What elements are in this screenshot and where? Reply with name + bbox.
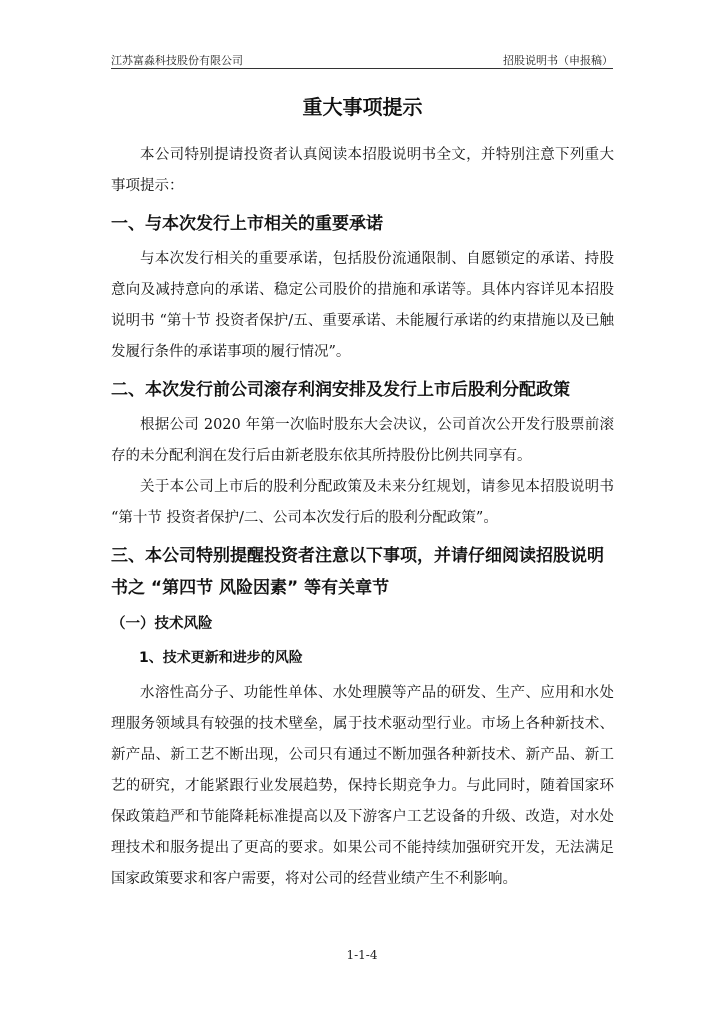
section-paragraph: 根据公司 2020 年第一次临时股东大会决议，公司首次公开发行股票前滚存的未分配利润在发行后由新老股东依其所持股份比例共同享有。	[111, 417, 614, 464]
section-heading: 二、本次发行前公司滚存利润安排及发行上市后股利分配政策	[111, 380, 570, 400]
item-heading: 1、技术更新和进步的风险	[139, 650, 303, 666]
section-paragraph: 关于本公司上市后的股利分配政策及未来分红规划，请参见本招股说明书 “第十节 投资者保护/二、公司本次发行后的股利分配政策”。	[111, 479, 614, 526]
page-title: 重大事项提示	[302, 95, 423, 119]
page-header	[111, 48, 613, 69]
header-company-name: 江苏富淼科技股份有限公司	[111, 54, 243, 67]
section-heading: 一、与本次发行上市相关的重要承诺	[111, 214, 383, 234]
intro-paragraph: 本公司特别提请投资者认真阅读本招股说明书全文，并特别注意下列重大事项提示：	[111, 147, 614, 194]
header-document-type: 招股说明书（申报稿）	[503, 54, 613, 67]
document-body	[111, 92, 614, 895]
page-number: 1-1-4	[346, 948, 378, 962]
section-heading: 三、本公司特别提醒投资者注意以下事项，并请仔细阅读招股说明书之 “第四节 风险因素” 等有关章节	[111, 546, 604, 598]
subsection-heading: （一）技术风险	[111, 616, 213, 632]
section-paragraph: 水溶性高分子、功能性单体、水处理膜等产品的研发、生产、应用和水处理服务领域具有较强的技术壁垒，属于技术驱动型行业。市场上各种新技术、新产品、新工艺不断出现，公司只有通过不断加强各种新技术、新产品、新工艺的研究，才能紧跟行业发展趋势，保持长期竞争力。与此同时，随着国家环保政策趋严和节能降耗标准提高以及下游客户工艺设备的升级、改造，对水处理技术和服务提出了更高的要求。如果公司不能持续加强研究开发，无法满足国家政策要求和客户需要，将对公司的经营业绩产生不利影响。	[111, 685, 614, 887]
section-paragraph: 与本次发行相关的重要承诺，包括股份流通限制、自愿锁定的承诺、持股意向及减持意向的承诺、稳定公司股价的措施和承诺等。具体内容详见本招股说明书 “第十节 投资者保护/五、重要承诺、未能履行承诺的约束措施以及已触发履行条件的承诺事项的履行情况”。	[111, 251, 614, 360]
